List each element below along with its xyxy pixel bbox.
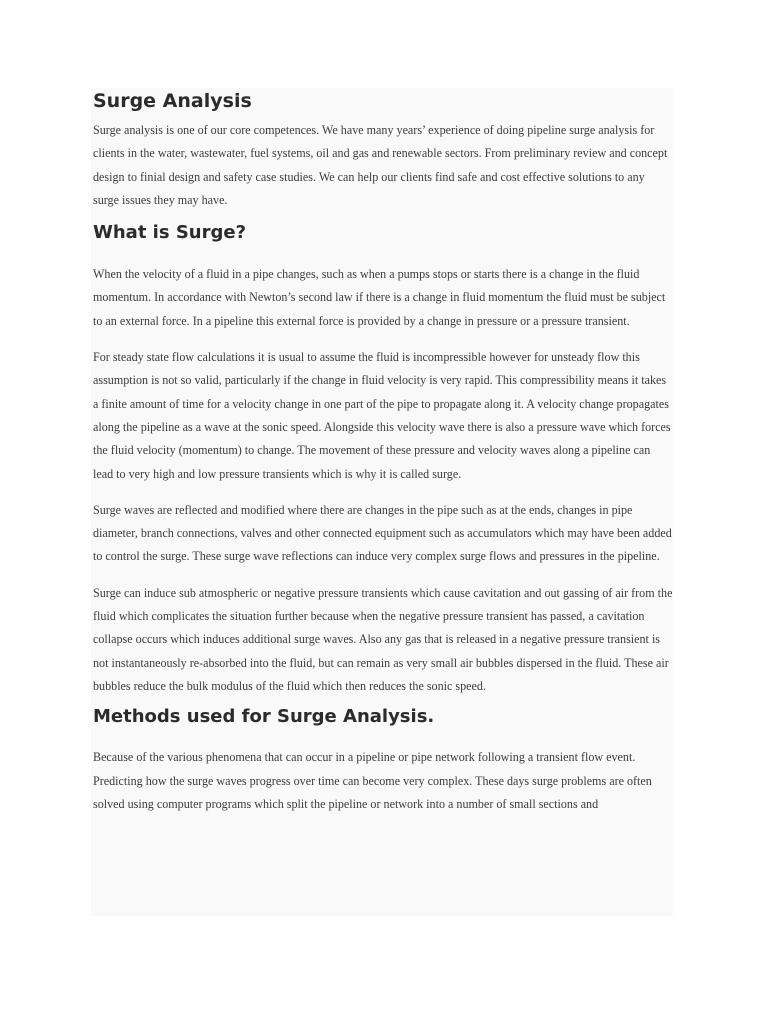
paragraph: Surge waves are reflected and modified where there are changes in the pipe such as at the ends, changes in pipe diameter, branch connections, valves and other connected equipment such as accumulators which may have been added to control the surge. These surge wave reflections can induce very complex surge flows and pressures in the pipeline.	[93, 502, 672, 564]
paragraph: For steady state flow calculations it is usual to assume the fluid is incompressible however for unsteady flow this assumption is not so valid, particularly if the change in fluid velocity is very rapid. This compressibility means it takes a finite amount of time for a velocity change in one part of the pipe to propagate along it. A velocity change propagates along the pipeline as a wave at the sonic speed. Alongside this velocity wave there is also a pressure wave which forces the fluid velocity (momentum) to change. The movement of these pressure and velocity waves along a pipeline can lead to very high and low pressure transients which is why it is called surge.	[93, 350, 671, 481]
article-content	[91, 88, 673, 916]
article-body	[91, 90, 673, 816]
paragraph: Because of the various phenomena that can occur in a pipeline or pipe network following a transient flow event. Predicting how the surge waves progress over time can become very complex. These days surge problems are often solved using computer programs which split the pipeline or network into a number of small sections and	[93, 750, 652, 811]
paragraph: Surge can induce sub atmospheric or negative pressure transients which cause cavitation and out gassing of air from the fluid which complicates the situation further because when the negative pressure transient has passed, a cavitation collapse occurs which induces additional surge waves. Also any gas that is released in a negative pressure transient is not instantaneously re-absorbed into the fluid, but can remain as very small air bubbles dispersed in the fluid. These air bubbles reduce the bulk modulus of the fluid which then reduces the sonic speed.	[93, 585, 673, 693]
section-heading-what-is-surge: What is Surge?	[93, 222, 247, 244]
paragraph: When the velocity of a fluid in a pipe changes, such as when a pumps stops or starts there is a change in the fluid momentum. In accordance with Newton’s second law if there is a change in fluid momentum the fluid must be subject to an external force. In a pipeline this external force is provided by a change in pressure or a pressure transient.	[93, 267, 666, 328]
page-title: Surge Analysis	[93, 90, 252, 112]
intro-paragraph: Surge analysis is one of our core competences. We have many years’ experience of doing pipeline surge analysis for clients in the water, wastewater, fuel systems, oil and gas and renewable sectors. From preliminary review and concept design to finial design and safety case studies. We can help our clients find safe and cost effective solutions to any surge issues they may have.	[93, 123, 668, 207]
section-heading-methods: Methods used for Surge Analysis.	[93, 706, 435, 728]
